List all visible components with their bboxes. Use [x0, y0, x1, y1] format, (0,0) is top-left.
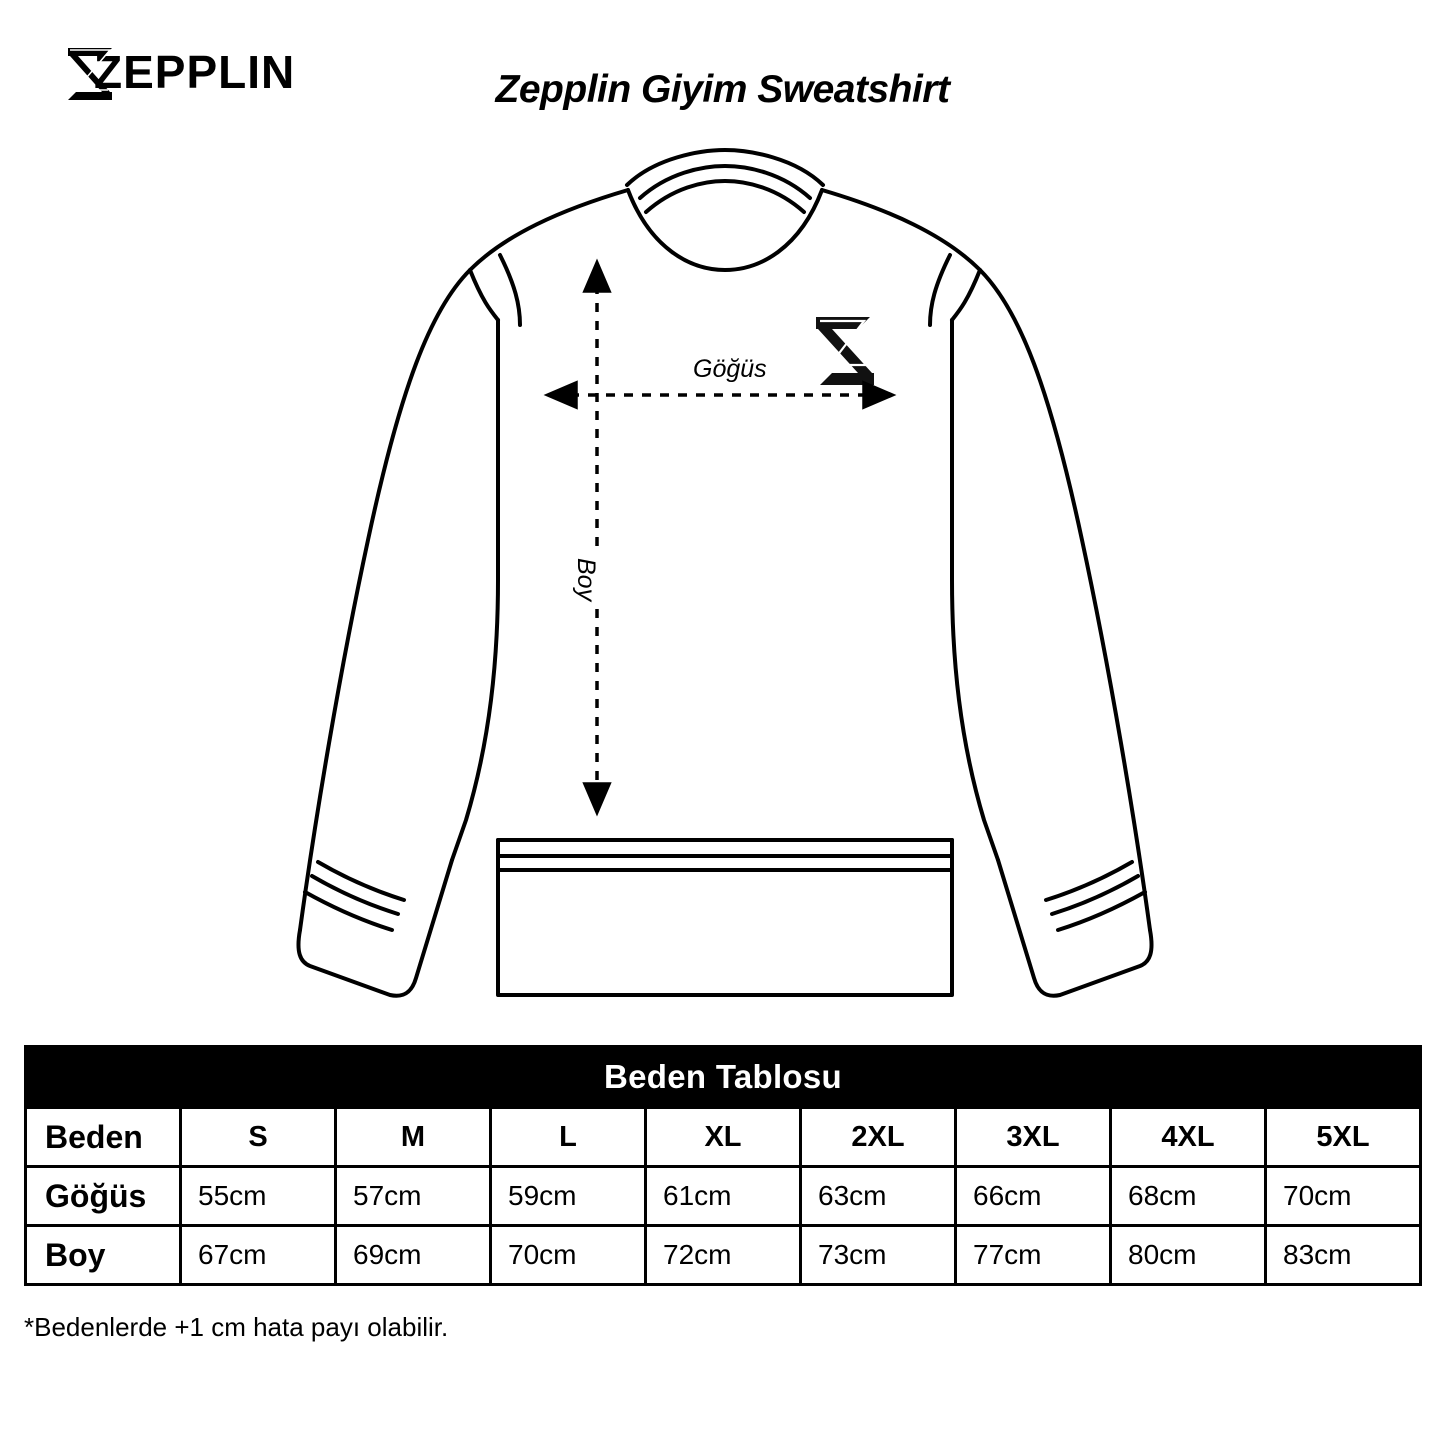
- column-header-m: M: [336, 1108, 491, 1167]
- table-row: [26, 1226, 1421, 1285]
- cell-gogus-l: 59cm: [491, 1167, 646, 1226]
- cell-boy-xl: 72cm: [646, 1226, 801, 1285]
- cell-boy-m: 69cm: [336, 1226, 491, 1285]
- cell-gogus-4xl: 68cm: [1111, 1167, 1266, 1226]
- column-header-4xl: 4XL: [1111, 1108, 1266, 1167]
- column-header-l: L: [491, 1108, 646, 1167]
- column-header-s: S: [181, 1108, 336, 1167]
- page-title: [0, 68, 1445, 112]
- cell-gogus-3xl: 66cm: [956, 1167, 1111, 1226]
- page-title-regular: Zepplin Giyim: [495, 68, 758, 111]
- length-dimension-label: Boy: [571, 550, 600, 609]
- column-header-3xl: 3XL: [956, 1108, 1111, 1167]
- column-header-2xl: 2XL: [801, 1108, 956, 1167]
- cell-boy-3xl: 77cm: [956, 1226, 1111, 1285]
- table-header-row: [26, 1108, 1421, 1167]
- z-chest-logo-icon: [816, 317, 874, 385]
- row-header-boy: Boy: [26, 1226, 181, 1285]
- cell-gogus-2xl: 63cm: [801, 1167, 956, 1226]
- column-header-5xl: 5XL: [1266, 1108, 1421, 1167]
- cell-boy-s: 67cm: [181, 1226, 336, 1285]
- size-table: [24, 1045, 1422, 1286]
- cell-boy-4xl: 80cm: [1111, 1226, 1266, 1285]
- table-row: [26, 1167, 1421, 1226]
- brand-name: ZEPPLIN: [94, 46, 296, 98]
- column-header-xl: XL: [646, 1108, 801, 1167]
- cell-gogus-xl: 61cm: [646, 1167, 801, 1226]
- sweatshirt-line-drawing: [0, 140, 1445, 1040]
- footnote: *Bedenlerde +1 cm hata payı olabilir.: [24, 1312, 449, 1342]
- page-title-strong: Sweatshirt: [757, 68, 950, 111]
- cell-boy-2xl: 73cm: [801, 1226, 956, 1285]
- table-title-row: [26, 1047, 1421, 1108]
- chest-dimension-label: Göğüs: [685, 355, 775, 384]
- horizontal-double-arrow-icon: [548, 383, 892, 407]
- garment-illustration: [0, 140, 1445, 1040]
- cell-boy-5xl: 83cm: [1266, 1226, 1421, 1285]
- cell-gogus-s: 55cm: [181, 1167, 336, 1226]
- header: [0, 0, 1445, 150]
- cell-gogus-5xl: 70cm: [1266, 1167, 1421, 1226]
- vertical-double-arrow-icon: [585, 263, 609, 812]
- column-header-beden: Beden: [26, 1108, 181, 1167]
- cell-gogus-m: 57cm: [336, 1167, 491, 1226]
- cell-boy-l: 70cm: [491, 1226, 646, 1285]
- row-header-gogus: Göğüs: [26, 1167, 181, 1226]
- table-title: Beden Tablosu: [26, 1047, 1421, 1108]
